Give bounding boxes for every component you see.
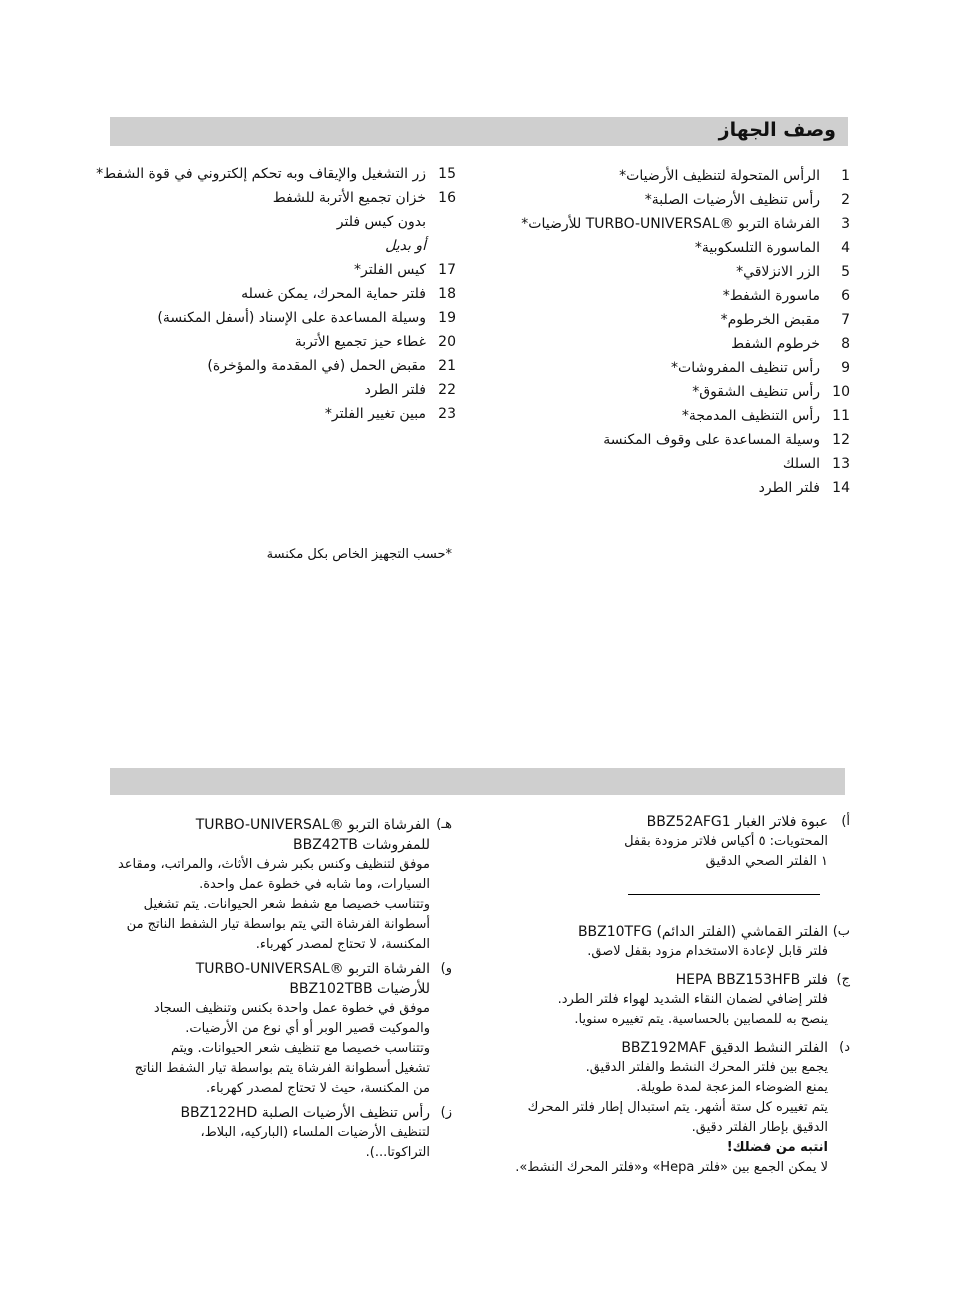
accessory-item [107,959,452,1099]
item-text: زر التشغيل والإيقاف وبه تحكم إلكتروني في قوة الشفط* [96,166,426,182]
description-line: التراكوتا...). [365,1145,430,1160]
list-item [96,354,456,378]
description-line: وتتناسب خصيصا مع تنظيف شعر الحيوانات. ويتم [170,1041,430,1056]
list-item [96,162,456,186]
accessory-letter: ج) [836,972,850,987]
item-text: السلك [782,456,820,472]
item-number [430,210,456,234]
item-number: 15 [438,166,456,182]
description-line: من المكنسة، حيث لا تحتاج لمصدر كهرباء. [205,1081,430,1096]
accessory-heading [107,1103,452,1123]
accessory-item [510,1038,850,1178]
accessory-description [107,979,452,1099]
list-item [470,164,850,188]
item-number: 14 [832,480,850,496]
item-text: وسيلة المساعدة على الإسناد (أسفل المكنسة) [157,310,426,326]
list-item [470,356,850,380]
item-number: 7 [841,312,850,328]
item-number: 2 [841,192,850,208]
item-text: خزان تجميع الأتربة للشفط [272,190,426,206]
item-number: 11 [832,408,850,424]
accessory-description [510,1058,850,1178]
accessory-title: عبوة فلاتر الغبار BBZ52AFG1 [646,814,828,830]
list-item [96,306,456,330]
description-line: يمنع الضوضاء المزعجة لمدة طويلة. [636,1080,828,1095]
item-text: وسيلة المساعدة على وقوف المكنسة [603,432,820,448]
description-line: وتتناسب خصيصا مع شفط شعر الحيوانات. يتم تشغيل [143,897,430,912]
list-item [470,380,850,404]
accessories-right-column [510,812,850,1178]
parts-list-right [470,164,850,500]
item-number: 8 [841,336,850,352]
accessory-letter: أ) [841,814,850,829]
description-line: لا يمكن الجمع بين «فلتر Hepa» و«فلتر المحرك النشط». [515,1160,828,1175]
description-line: أسطوانة الفرشاة التي يتم بواسطة تيار الشفط الناتج من [126,917,430,932]
accessory-letter: ز) [440,1105,452,1120]
item-text: رأس التنظيف المدمجة* [681,408,820,424]
accessory-heading [107,815,452,835]
list-item [470,476,850,500]
list-item [96,378,456,402]
item-number: 1 [841,168,850,184]
footnote: *حسب التجهيز الخاص بكل مكنسة [266,547,452,562]
section-header-band [110,117,848,146]
accessory-letter: هـ) [436,817,452,832]
separator-line [628,894,820,895]
accessory-subtitle: للمفروشات BBZ42TB [293,837,430,853]
section-title: وصف الجهاز [718,119,836,141]
list-item [470,404,850,428]
item-text: فلتر حماية المحرك، يمكن غسله [241,286,426,302]
description-line: ينصح به للمصابين بالحساسية. يتم تغييره سنويا. [574,1012,828,1027]
description-line: المكنسة، لا تحتاج لمصدر كهرباء. [255,937,430,952]
list-item [470,188,850,212]
description-line: موفق لتنظيف وكنس بكبر شرف الأثاث، والمراتب، ومقاعد [117,857,430,872]
item-number: 3 [841,216,850,232]
accessory-description [510,942,850,962]
item-number: 13 [832,456,850,472]
description-line: ١ الفلتر الصحي الدقيق [705,854,828,869]
item-number: 12 [832,432,850,448]
item-number: 19 [438,310,456,326]
description-line: يجمع بين فلتر المحرك النشط والفلتر الدقيق. [585,1060,828,1075]
description-line: موفق في خطوة عمل واحدة بكنس وتنظيف السجاد [153,1001,430,1016]
accessory-letter: ب) [832,924,850,939]
item-number: 6 [841,288,850,304]
item-text: فلتر الطرد [364,382,426,398]
accessory-description [510,832,850,872]
item-text: الفرشاة التربو ®TURBO-UNIVERSAL للأرضيات* [521,216,820,232]
item-number: 23 [438,406,456,422]
description-line: فلتر قابل لإعادة الاستخدام مزود بقفل لاصق. [587,944,828,959]
accessory-subtitle: للأرضيات BBZ102TBB [289,981,430,997]
accessories-header-band [110,768,845,795]
item-number: 5 [841,264,850,280]
list-item [470,260,850,284]
accessory-heading [510,922,850,942]
accessory-description [510,990,850,1030]
list-item [470,308,850,332]
item-text: رأس تنظيف الأرضيات الصلبة* [644,192,820,208]
accessory-title: فلتر HEPA BBZ153HFB [675,972,828,988]
list-item [470,452,850,476]
accessories-left-column [107,815,452,1163]
description-line: يتم تغييره كل ستة أشهر. يتم استبدال إطار فلتر المحرك [527,1100,828,1115]
item-text: رأس تنظيف الشقوق* [692,384,820,400]
description-line: المحتويات: ٥ أكياس فلاتر مزودة بقفل [624,834,828,849]
item-text: غطاء حيز تجميع الأتربة [294,334,426,350]
accessory-heading [510,1038,850,1058]
accessory-title: الفرشاة التربو ®TURBO-UNIVERSAL [195,817,430,833]
parts-list-left [96,162,456,426]
item-text: خرطوم الشفط [731,336,820,352]
accessory-item [510,922,850,962]
description-line: والموكيت قصير الوبر أو أي نوع من الأرضيات. [185,1021,430,1036]
list-item [470,428,850,452]
item-number: 17 [438,262,456,278]
item-text: مبين تغيير الفلتر* [324,406,426,422]
list-item [470,284,850,308]
list-item [96,402,456,426]
item-number: 10 [832,384,850,400]
item-text: الزر الانزلاقي* [736,264,820,280]
list-item [470,212,850,236]
description-line: تشغيل أسطوانة الفرشاة يتم بواسطة تيار الشفط الناتج [134,1061,430,1076]
item-number: 16 [438,190,456,206]
accessory-title: الفرشاة التربو ®TURBO-UNIVERSAL [195,961,430,977]
accessory-letter: و) [440,961,452,976]
item-number: 21 [438,358,456,374]
accessory-heading [510,812,850,832]
item-number [430,234,456,258]
accessory-heading [510,970,850,990]
item-text: أو بديل [385,238,426,254]
list-item [96,186,456,210]
list-item [470,236,850,260]
item-number: 4 [841,240,850,256]
accessory-letter: د) [839,1040,850,1055]
list-item [96,210,456,234]
item-text: بدون كيس فلتر [336,214,426,230]
accessory-heading [107,959,452,979]
item-number: 20 [438,334,456,350]
item-text: رأس تنظيف المفروشات* [671,360,820,376]
accessory-item [107,815,452,955]
accessory-title: الفلتر القماشي (الفلتر الدائم) BBZ10TFG [577,924,828,940]
item-text: الرأس المتحولة لتنظيف الأرضيات* [619,168,820,184]
description-line: فلتر إضافي لضمان النقاء الشديد لهواء فلتر الطرد. [557,992,828,1007]
item-text: فلتر الطرد [758,480,820,496]
accessory-title: رأس تنظيف الأرضيات الصلبة BBZ122HD [180,1105,430,1121]
item-number: 9 [841,360,850,376]
list-item [96,330,456,354]
accessory-item [510,970,850,1030]
item-text: كيس الفلتر* [353,262,426,278]
description-line: لتنظيف الأرضيات الملساء (الباركيه، البلاط، [200,1125,430,1140]
item-number: 18 [438,286,456,302]
accessory-description [107,835,452,955]
accessory-item [107,1103,452,1163]
warning-line: انتبه من فضلك! [726,1140,828,1155]
item-text: مقبض الحمل (في المقدمة والمؤخرة) [207,358,426,374]
list-item [96,258,456,282]
accessory-title: الفلتر النشط الدقيق BBZ192MAF [621,1040,828,1056]
description-line: الدقيق بإطار الفلتر دقيق. [691,1120,828,1135]
list-item [96,282,456,306]
item-number: 22 [438,382,456,398]
list-item [470,332,850,356]
item-text: مقبض الخرطوم* [720,312,820,328]
item-text: الماسورة التلسكوبية* [694,240,820,256]
item-text: ماسورة الشفط* [722,288,820,304]
description-line: السيارات، وما شابه في خطوة عمل واحدة. [199,877,430,892]
accessory-item [510,812,850,872]
accessory-description [107,1123,452,1163]
list-item [96,234,456,258]
